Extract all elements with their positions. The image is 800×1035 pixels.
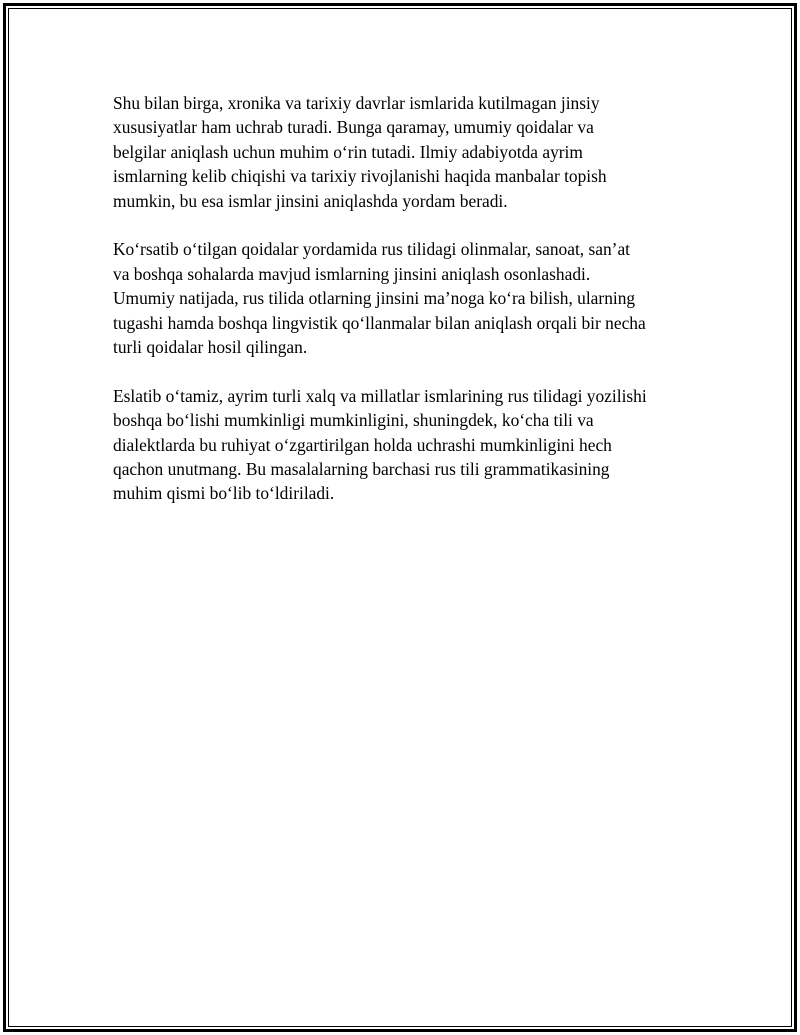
document-body [113, 91, 693, 530]
paragraph-2: Koʻrsatib oʻtilgan qoidalar yordamida rus tilidagi olinmalar, sanoat, san’at va boshqa sohalarda mavjud ismlarning jinsini aniqlash osonlashadi. Umumiy natijada, rus tilida otlarning jinsini ma’noga koʻra bilish, ularning tugashi hamda boshqa lingvistik qoʻllanmalar bilan aniqlash orqali bir necha turli qoidalar hosil qilingan. [113, 239, 646, 358]
paragraph-3: Eslatib oʻtamiz, ayrim turli xalq va millatlar ismlarining rus tilidagi yozilishi boshqa boʻlishi mumkinligi mumkinligini, shuningdek, koʻcha tili va dialektlarda bu ruhiyat oʻzgartirilgan holda uchrashi mumkinligini hech qachon unutmang. Bu masalalarning barchasi rus tili grammatikasining muhim qismi boʻlib toʻldiriladi. [113, 385, 647, 504]
paragraph-1: Shu bilan birga, xronika va tarixiy davrlar ismlarida kutilmagan jinsiy xususiyatlar ham uchrab turadi. Bunga qaramay, umumiy qoidalar va belgilar aniqlash uchun muhim oʻrin tutadi. Ilmiy adabiyotda ayrim ismlarning kelib chiqishi va tarixiy rivojlanishi haqida manbalar topish mumkin, bu esa ismlar jinsini aniqlashda yordam beradi. [113, 93, 607, 211]
